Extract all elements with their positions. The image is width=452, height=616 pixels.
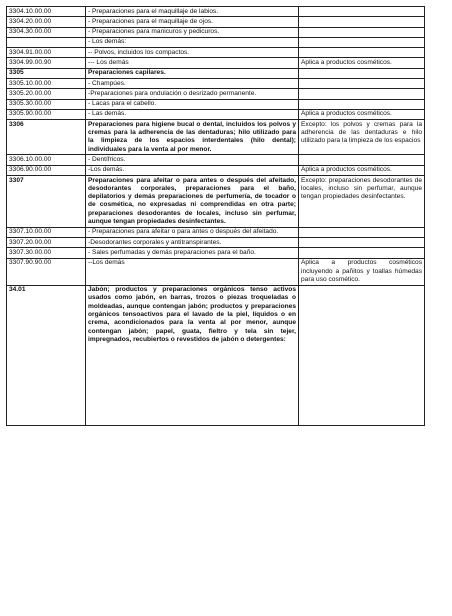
note-cell <box>299 285 425 425</box>
tariff-code-cell: 3307 <box>7 176 86 228</box>
table-row <box>7 176 425 228</box>
description-cell: -Los demás. <box>86 165 299 175</box>
description-cell: Preparaciones capilares. <box>86 68 299 78</box>
table-row <box>7 227 425 237</box>
note-cell <box>299 227 425 237</box>
tariff-code-cell: 3305.90.00.00 <box>7 109 86 119</box>
description-cell: - Sales perfumadas y demás preparaciones para el baño. <box>86 248 299 258</box>
note-cell: Excepto: preparaciones desodorantes de locales, incluso sin perfumar, aunque tengan propiedades desinfectantes. <box>299 176 425 228</box>
tariff-code-cell: 3304.10.00.00 <box>7 7 86 17</box>
tariff-code-cell: 3307.30.00.00 <box>7 248 86 258</box>
note-cell <box>299 248 425 258</box>
description-cell: -- Polvos, incluidos los compactos. <box>86 48 299 58</box>
tariff-table-body <box>7 7 425 426</box>
tariff-code-cell: 3306 <box>7 120 86 155</box>
description-cell: - Preparaciones para afeitar o para antes o después del afeitado. <box>86 227 299 237</box>
description-cell: - Dentífricos. <box>86 155 299 165</box>
description-cell: Jabón; productos y preparaciones orgánicos tenso activos usados como jabón, en barras, trozos o piezas troqueladas o moldeadas, aunque contengan jabón; productos y preparaciones orgánicos tensoactivos para el lavado de la piel, líquidos o en crema, acondicionados para la venta al por menor, aunque contengan jabón; papel, guata, fieltro y tela sin tejer, impregnados, recubiertos o revestidos de jabón o detergentes: <box>86 285 299 425</box>
description-cell: --Los demás <box>86 258 299 285</box>
table-row <box>7 238 425 248</box>
table-row <box>7 58 425 68</box>
tariff-code-cell: 3305.10.00.00 <box>7 79 86 89</box>
note-cell <box>299 27 425 37</box>
description-cell: - Champúes. <box>86 79 299 89</box>
table-row <box>7 120 425 155</box>
tariff-code-cell: 3304.30.00.00 <box>7 27 86 37</box>
tariff-code-cell: 3305.20.00.00 <box>7 89 86 99</box>
note-cell <box>299 68 425 78</box>
table-row <box>7 79 425 89</box>
description-cell: --- Los demás <box>86 58 299 68</box>
description-cell: - Los demás: <box>86 37 299 47</box>
description-cell: - Las demás. <box>86 109 299 119</box>
note-cell <box>299 37 425 47</box>
table-row <box>7 37 425 47</box>
tariff-code-cell: 3306.10.00.00 <box>7 155 86 165</box>
note-cell <box>299 48 425 58</box>
note-cell <box>299 89 425 99</box>
tariff-code-cell <box>7 37 86 47</box>
table-row <box>7 7 425 17</box>
note-cell <box>299 99 425 109</box>
tariff-code-cell: 3304.20.00.00 <box>7 17 86 27</box>
tariff-code-cell: 3304.99.00.90 <box>7 58 86 68</box>
description-cell: - Preparaciones para el maquillaje de ojos. <box>86 17 299 27</box>
table-row <box>7 258 425 285</box>
tariff-code-cell: 3304.91.00.00 <box>7 48 86 58</box>
table-row <box>7 165 425 175</box>
description-cell: - Preparaciones para manicuros y pedicuros. <box>86 27 299 37</box>
description-cell: Preparaciones para higiene bucal o dental, incluidos los polvos y cremas para la adherencia de las dentaduras; hilo utilizado para la limpieza de los espacios interdentales (hilo dental); individuales para la venta al por menor. <box>86 120 299 155</box>
tariff-code-cell: 3307.20.00.00 <box>7 238 86 248</box>
note-cell: Aplica a productos cosméticos incluyendo a pañitos y toallas húmedas para uso cosmético. <box>299 258 425 285</box>
note-cell: Aplica a productos cosméticos. <box>299 58 425 68</box>
table-row <box>7 89 425 99</box>
description-cell: - Preparaciones para el maquillaje de labios. <box>86 7 299 17</box>
tariff-code-cell: 3306.90.00.00 <box>7 165 86 175</box>
description-cell: - Lacas para el cabello. <box>86 99 299 109</box>
note-cell: Excepto: los polvos y cremas para la adherencia de las dentaduras e hilo utilizado para la limpieza de los espacios <box>299 120 425 155</box>
tariff-code-cell: 3307.90.90.00 <box>7 258 86 285</box>
note-cell <box>299 238 425 248</box>
note-cell <box>299 79 425 89</box>
description-cell: -Preparaciones para ondulación o desrizado permanente. <box>86 89 299 99</box>
table-row <box>7 17 425 27</box>
table-row <box>7 285 425 425</box>
description-cell: Preparaciones para afeitar o para antes o después del afeitado, desodorantes corporales, preparaciones para el baño, depilatorios y demás preparaciones de perfumería, de tocador o de cosmética, no expresadas ni comprendidas en otra parte; preparaciones desodorantes de locales, incluso sin perfumar, aunque tengan propiedades desinfectantes. <box>86 176 299 228</box>
note-cell <box>299 7 425 17</box>
table-row <box>7 27 425 37</box>
tariff-code-cell: 3305 <box>7 68 86 78</box>
table-row <box>7 155 425 165</box>
tariff-code-cell: 34.01 <box>7 285 86 425</box>
tariff-code-cell: 3305.30.00.00 <box>7 99 86 109</box>
tariff-code-cell: 3307.10.00.00 <box>7 227 86 237</box>
note-cell: Aplica a productos cosméticos. <box>299 109 425 119</box>
tariff-table <box>6 6 425 426</box>
table-row <box>7 109 425 119</box>
table-row <box>7 48 425 58</box>
table-row <box>7 248 425 258</box>
table-row <box>7 68 425 78</box>
note-cell <box>299 17 425 27</box>
description-cell: -Desodorantes corporales y antitranspirantes. <box>86 238 299 248</box>
note-cell: Aplica a productos cosméticos. <box>299 165 425 175</box>
note-cell <box>299 155 425 165</box>
table-row <box>7 99 425 109</box>
